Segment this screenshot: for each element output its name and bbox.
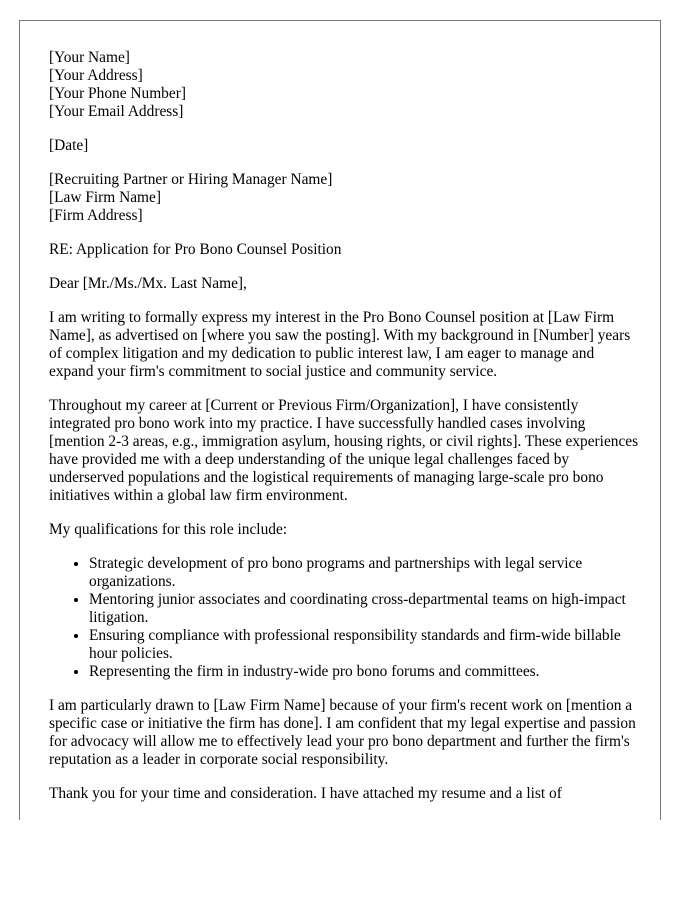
sender-phone: [Your Phone Number] — [49, 85, 186, 102]
subject-line: RE: Application for Pro Bono Counsel Position — [49, 241, 342, 258]
list-item: • Strategic development of pro bono programs and partnerships with legal service organizations. — [89, 555, 639, 591]
sender-block — [49, 49, 639, 121]
list-item: • Ensuring compliance with professional responsibility standards and firm-wide billable hour policies. — [89, 627, 639, 663]
qualifications-list — [49, 555, 639, 681]
paragraph-firm-interest: I am particularly drawn to [Law Firm Name] because of your firm's recent work on [mention a specific case or initiative the firm has done]. I am confident that my legal expertise and passion for advocacy will allow me to effectively lead your pro bono department and further the firm's reputation as a leader in corporate social responsibility. — [49, 697, 636, 768]
recipient-firm: [Law Firm Name] — [49, 189, 161, 206]
letter-page — [19, 20, 661, 820]
list-item: • Representing the firm in industry-wide pro bono forums and committees. — [89, 663, 639, 681]
recipient-name: [Recruiting Partner or Hiring Manager Name] — [49, 171, 333, 188]
paragraph-intro: I am writing to formally express my interest in the Pro Bono Counsel position at [Law Firm Name], as advertised on [where you saw the posting]. With my background in [Number] years of complex litigation and my dedication to public interest law, I am eager to manage and expand your firm's commitment to social justice and community service. — [49, 309, 631, 380]
sender-address: [Your Address] — [49, 67, 143, 84]
recipient-block — [49, 171, 639, 225]
letter-date: [Date] — [49, 137, 89, 154]
salutation: Dear [Mr./Ms./Mx. Last Name], — [49, 275, 247, 292]
paragraph-thanks: Thank you for your time and consideration. I have attached my resume and a list of — [49, 785, 562, 802]
paragraph-experience: Throughout my career at [Current or Previous Firm/Organization], I have consistently integrated pro bono work into my practice. I have successfully handled cases involving [mention 2-3 areas, e.g., immigration asylum, housing rights, or civil rights]. These experiences have provided me with a deep understanding of the unique legal challenges faced by underserved populations and the logistical requirements of managing large-scale pro bono initiatives within a global law firm environment. — [49, 397, 639, 504]
sender-name: [Your Name] — [49, 49, 130, 66]
sender-email: [Your Email Address] — [49, 103, 184, 120]
list-item: • Mentoring junior associates and coordinating cross-departmental teams on high-impact litigation. — [89, 591, 639, 627]
date-block — [49, 137, 639, 155]
recipient-address: [Firm Address] — [49, 207, 143, 224]
letter-body — [49, 49, 639, 819]
paragraph-qualifications-intro: My qualifications for this role include: — [49, 521, 288, 538]
